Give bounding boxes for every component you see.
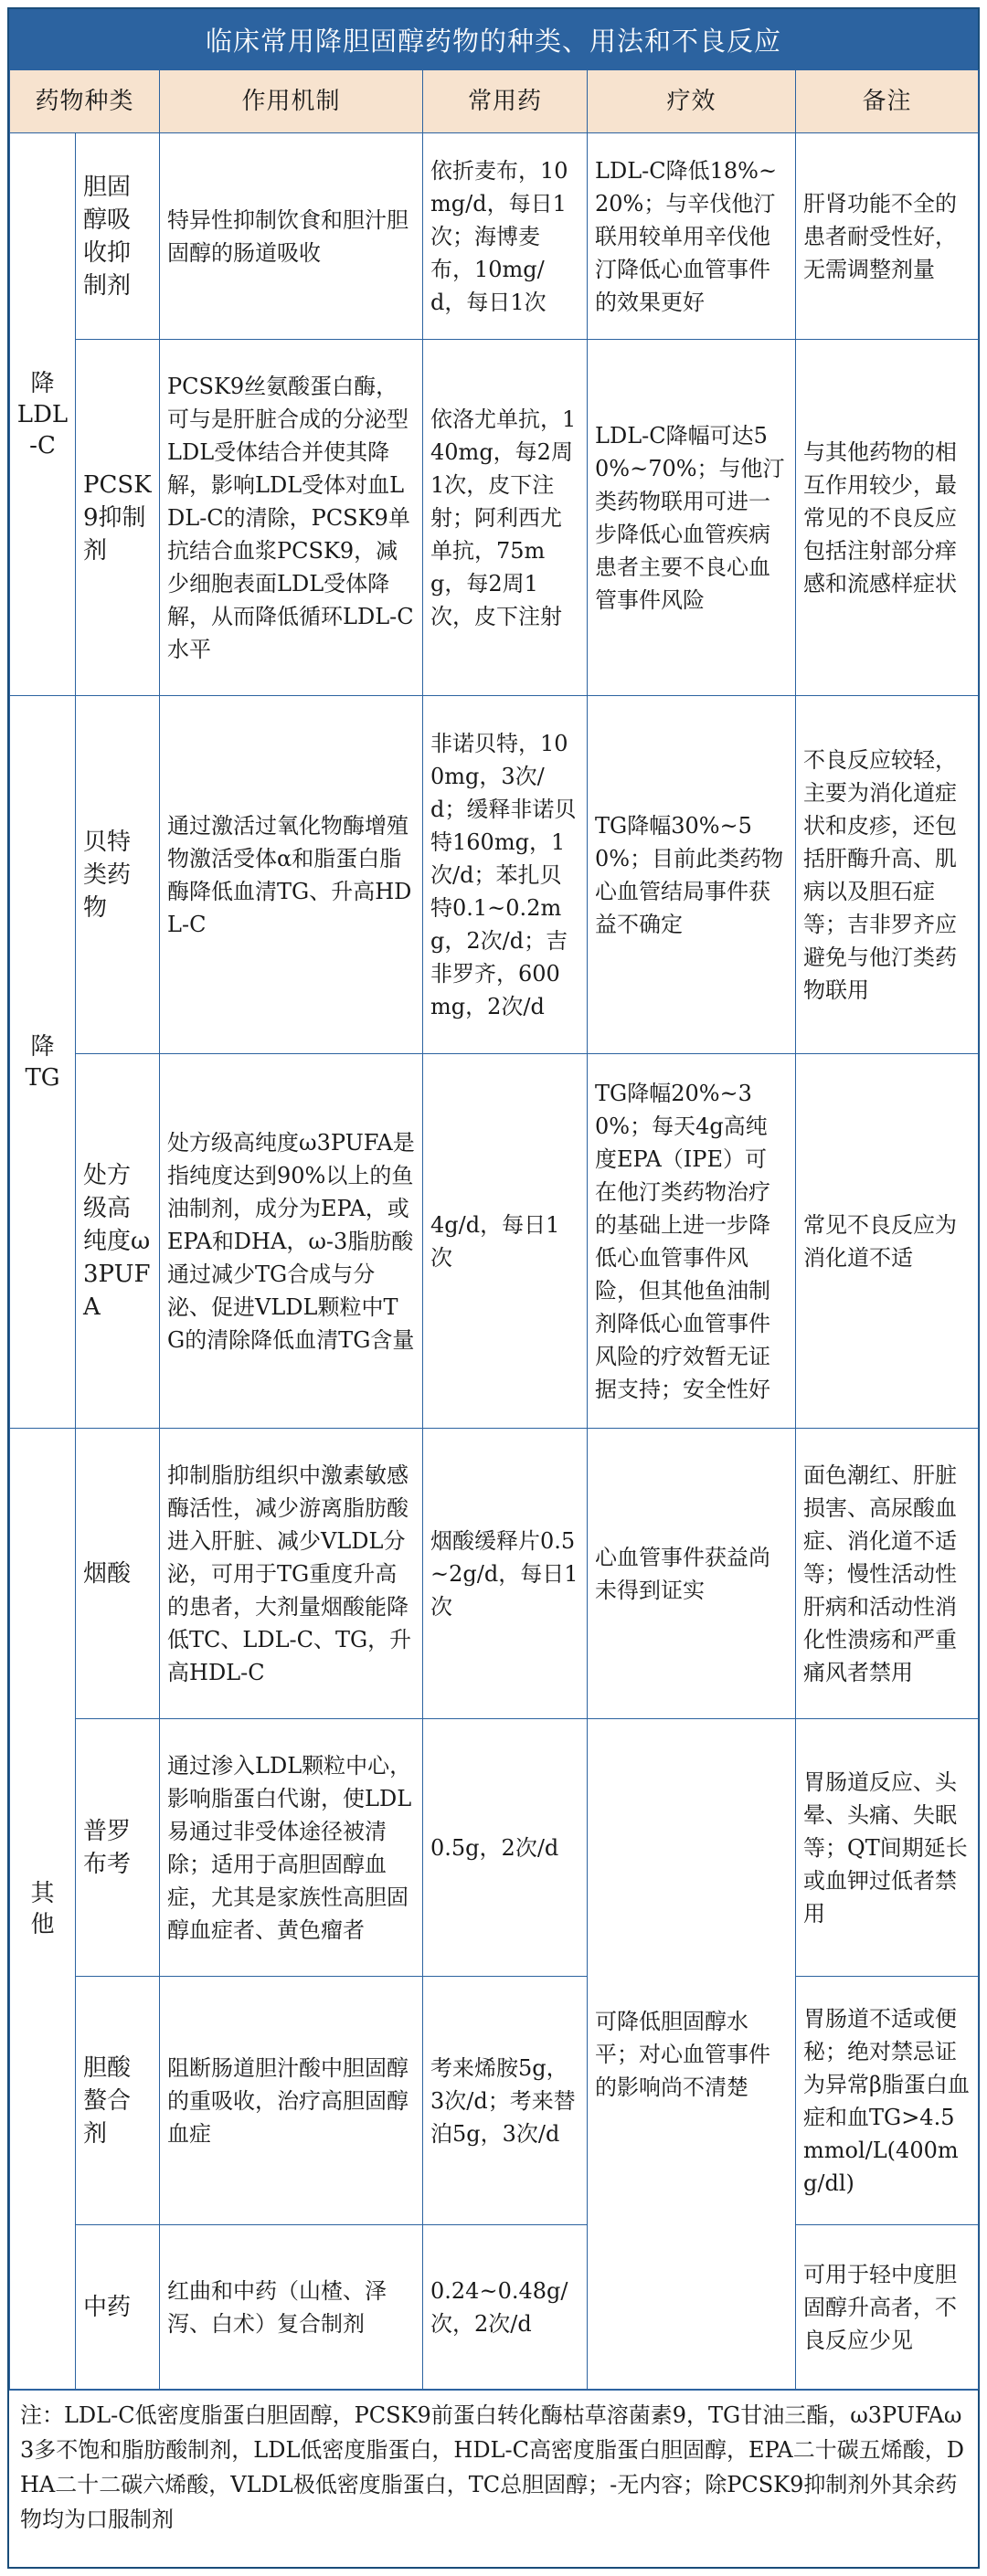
efficacy-cell: LDL-C降幅可达50%~70%；与他汀类药物联用可进一步降低心血管疾病患者主要不良心血管事件风险 [588,340,796,696]
drugs-cell: 4g/d，每日1次 [423,1054,588,1429]
notes-cell: 常见不良反应为消化道不适 [796,1054,979,1429]
header-mechanism: 作用机制 [160,70,423,133]
drugs-cell: 非诺贝特，100mg，3次/d；缓释非诺贝特160mg，1次/d；苯扎贝特0.1~0.2mg，2次/d；吉非罗齐，600mg，2次/d [423,696,588,1054]
category-other-label: 其 他 [30,1879,55,1938]
mechanism-cell: 阻断肠道胆汁酸中胆固醇的重吸收，治疗高胆固醇血症 [160,1977,423,2225]
table-row [10,1054,979,1429]
mechanism-cell: PCSK9丝氨酸蛋白酶，可与是肝脏合成的分泌型LDL受体结合并使其降解，影响LDL受体对血LDL-C的清除，PCSK9单抗结合血浆PCSK9，减少细胞表面LDL受体降解，从而降低循环LDL-C水平 [160,340,423,696]
subcategory-cell: 烟酸 [76,1429,160,1719]
mechanism-cell: 通过激活过氧化物酶增殖物激活受体α和脂蛋白脂酶降低血清TG、升高HDL-C [160,696,423,1054]
drug-table [9,69,979,2390]
efficacy-cell: 心血管事件获益尚未得到证实 [588,1429,796,1719]
table-title: 临床常用降胆固醇药物的种类、用法和不良反应 [9,9,978,69]
notes-cell: 面色潮红、肝脏损害、高尿酸血症、消化道不适等；慢性活动性肝病和活动性消化性溃疡和严重痛风者禁用 [796,1429,979,1719]
mechanism-cell: 处方级高纯度ω3PUFA是指纯度达到90%以上的鱼油制剂，成分为EPA，或EPA和DHA，ω-3脂肪酸通过减少TG合成与分泌、促进VLDL颗粒中TG的清除降低血清TG含量 [160,1054,423,1429]
header-notes: 备注 [796,70,979,133]
efficacy-cell: LDL-C降低18%~20%；与辛伐他汀联用较单用辛伐他汀降低心血管事件的效果更好 [588,133,796,340]
table-footnote: 注：LDL-C低密度脂蛋白胆固醇，PCSK9前蛋白转化酶枯草溶菌素9，TG甘油三酯，ω3PUFAω3多不饱和脂肪酸制剂，LDL低密度脂蛋白，HDL-C高密度脂蛋白胆固醇，EPA二十碳五烯酸，DHA二十二碳六烯酸，VLDL极低密度脂蛋白，TC总胆固醇；-无内容；除PCSK9抑制剂外其余药物均为口服制剂 [9,2390,978,2544]
subcategory-cell: 处方级高纯度ω3PUFA [76,1054,160,1429]
subcategory-cell: 贝特类药物 [76,696,160,1054]
mechanism-cell: 红曲和中药（山楂、泽泻、白术）复合制剂 [160,2225,423,2390]
mechanism-cell: 通过渗入LDL颗粒中心，影响脂蛋白代谢，使LDL易通过非受体途径被清除；适用于高胆固醇血症，尤其是家族性高胆固醇血症者、黄色瘤者 [160,1719,423,1977]
header-drug-category: 药物种类 [10,70,160,133]
header-common-drugs: 常用药 [423,70,588,133]
table-row [10,1977,979,2225]
efficacy-cell: 可降低胆固醇水平；对心血管事件的影响尚不清楚 [588,1719,796,2390]
header-efficacy: 疗效 [588,70,796,133]
header-row [10,70,979,133]
category-tg-label: 降 TG [25,1032,60,1092]
category-ldl [10,133,76,696]
notes-cell: 胃肠道不适或便秘；绝对禁忌证为异常β脂蛋白血症和血TG>4.5 mmol/L(400mg/dl) [796,1977,979,2225]
drugs-cell: 烟酸缓释片0.5~2g/d，每日1次 [423,1429,588,1719]
category-tg [10,696,76,1429]
notes-cell: 与其他药物的相互作用较少，最常见的不良反应包括注射部分痒感和流感样症状 [796,340,979,696]
notes-cell: 不良反应较轻，主要为消化道症状和皮疹，还包括肝酶升高、肌病以及胆石症等；吉非罗齐应避免与他汀类药物联用 [796,696,979,1054]
mechanism-cell: 抑制脂肪组织中激素敏感酶活性，减少游离脂肪酸进入肝脏、减少VLDL分泌，可用于TG重度升高的患者，大剂量烟酸能降低TC、LDL-C、TG，升高HDL-C [160,1429,423,1719]
efficacy-cell: TG降幅30%~50%；目前此类药物心血管结局事件获益不确定 [588,696,796,1054]
subcategory-cell: 胆酸螯合剂 [76,1977,160,2225]
subcategory-cell: 中药 [76,2225,160,2390]
notes-cell: 胃肠道反应、头晕、头痛、失眠等；QT间期延长或血钾过低者禁用 [796,1719,979,1977]
table-row [10,1429,979,1719]
table-row [10,696,979,1054]
drugs-cell: 0.5g，2次/d [423,1719,588,1977]
subcategory-cell: PCSK9抑制剂 [76,340,160,696]
drugs-cell: 0.24~0.48g/次，2次/d [423,2225,588,2390]
table-row [10,1719,979,1977]
table-row [10,2225,979,2390]
table-row [10,133,979,340]
drugs-cell: 依洛尤单抗，140mg，每2周1次，皮下注射；阿利西尤单抗，75mg，每2周1次，皮下注射 [423,340,588,696]
notes-cell: 肝肾功能不全的患者耐受性好，无需调整剂量 [796,133,979,340]
drug-table-document [7,7,980,2569]
efficacy-cell: TG降幅20%~30%；每天4g高纯度EPA（IPE）可在他汀类药物治疗的基础上进一步降低心血管事件风险，但其他鱼油制剂降低心血管事件风险的疗效暂无证据支持；安全性好 [588,1054,796,1429]
drugs-cell: 考来烯胺5g，3次/d；考来替泊5g，3次/d [423,1977,588,2225]
notes-cell: 可用于轻中度胆固醇升高者，不良反应少见 [796,2225,979,2390]
subcategory-cell: 胆固醇吸收抑制剂 [76,133,160,340]
mechanism-cell: 特异性抑制饮食和胆汁胆固醇的肠道吸收 [160,133,423,340]
category-ldl-label: 降 LDL -C [16,369,69,459]
drugs-cell: 依折麦布，10mg/d，每日1次；海博麦布，10mg/d，每日1次 [423,133,588,340]
subcategory-cell: 普罗布考 [76,1719,160,1977]
table-row [10,340,979,696]
category-other [10,1429,76,2390]
